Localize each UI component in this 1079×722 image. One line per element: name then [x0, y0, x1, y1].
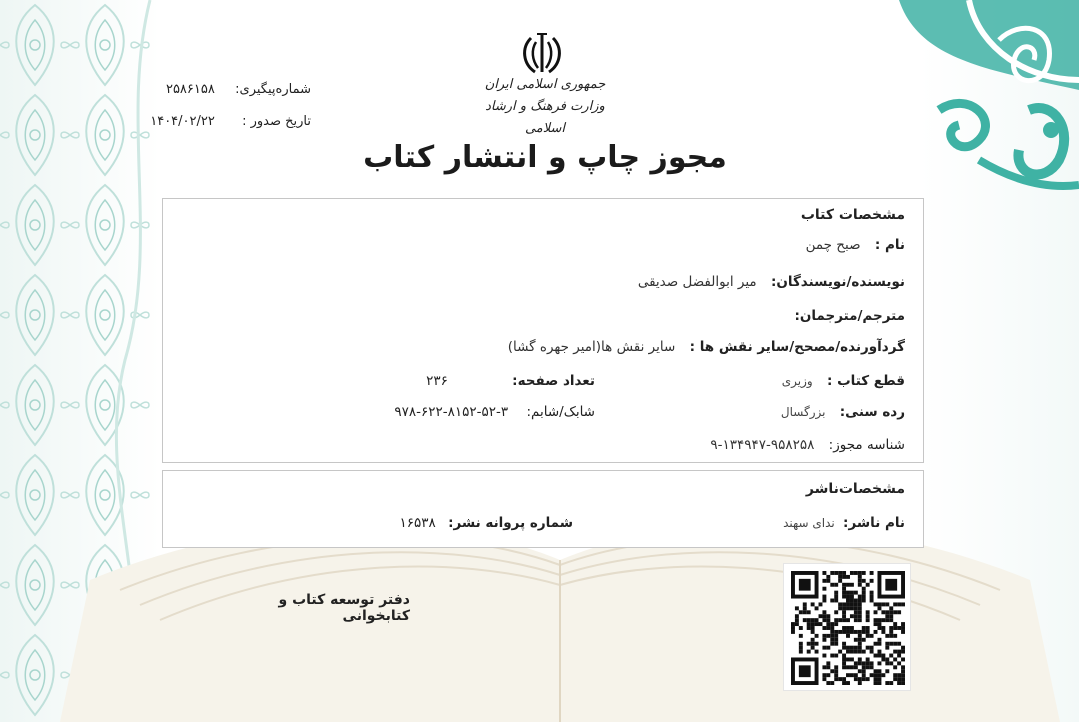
- author-label: نویسنده/نویسندگان:: [770, 274, 905, 290]
- compiler-label: گردآورنده/مصحح/سایر نقش ها :: [689, 339, 905, 355]
- pages-value: ۲۳۶: [426, 373, 448, 389]
- tracking-label: شماره‌پیگیری:: [235, 82, 311, 97]
- pages-label: تعداد صفحه:: [512, 373, 595, 389]
- publisher-specs-box: [162, 470, 924, 548]
- translator-label: مترجم/مترجمان:: [794, 308, 905, 324]
- ministry-header: [470, 74, 620, 140]
- emblem-line-2: وزارت فرهنگ و ارشاد اسلامی: [485, 99, 605, 136]
- isbn-group: [394, 404, 595, 420]
- name-value: صبح چمن: [805, 237, 861, 253]
- qr-code-icon: [791, 571, 905, 685]
- permit-label: شماره پروانه نشر:: [448, 515, 573, 531]
- permit-group: [400, 515, 573, 531]
- age-value: بزرگسال: [780, 405, 826, 419]
- issue-date-row: [150, 106, 311, 138]
- format-label: قطع کتاب :: [826, 373, 905, 389]
- name-label: نام :: [874, 237, 905, 253]
- tracking-value: ۲۵۸۶۱۵۸: [165, 82, 215, 97]
- iran-emblem-icon: [517, 30, 567, 78]
- qr-code-frame: [783, 563, 911, 691]
- book-specs-box: [162, 198, 924, 463]
- meta-info: [150, 74, 311, 138]
- author-row: [638, 274, 905, 290]
- compiler-row: [508, 339, 905, 355]
- name-row: [806, 237, 905, 253]
- corner-ornament: [879, 0, 1079, 195]
- age-row: [781, 404, 905, 420]
- author-value: میر ابوالفضل صدیقی: [637, 274, 757, 290]
- issue-date-label: تاریخ صدور :: [242, 114, 311, 129]
- tracking-row: [150, 74, 311, 106]
- page-title: مجوز چاپ و انتشار کتاب: [363, 140, 727, 175]
- publisher-label: نام ناشر:: [843, 515, 905, 531]
- translator-row: [794, 308, 905, 324]
- compiler-value: سایر نقش ها(امیر جهره گشا): [507, 339, 676, 355]
- emblem-line-1: جمهوری اسلامی ایران: [484, 77, 606, 92]
- permit-value: ۱۶۵۳۸: [399, 515, 436, 531]
- pages-group: [426, 373, 595, 389]
- license-id-value: ۹-۱۳۴۹۴۷-۹۵۸۲۵۸: [710, 437, 815, 453]
- isbn-value: ۹۷۸-۶۲۲-۸۱۵۲-۵۲-۳: [394, 404, 509, 420]
- book-specs-title: مشخصات کتاب: [800, 207, 905, 223]
- format-value: وزیری: [781, 374, 813, 388]
- office-signature: دفتر توسعه کتاب و کتابخوانی: [278, 592, 410, 624]
- publisher-value: ندای سهند: [783, 516, 835, 530]
- publisher-row: [783, 515, 905, 531]
- publisher-specs-title: مشخصات‌ناشر: [805, 481, 905, 497]
- license-id-row: [710, 437, 905, 453]
- issue-date-value: ۱۴۰۴/۰۲/۲۲: [150, 114, 215, 129]
- license-id-label: شناسه مجوز:: [828, 437, 905, 453]
- isbn-label: شابک/شابم:: [526, 404, 595, 420]
- age-label: رده سنی:: [839, 404, 905, 420]
- format-row: [782, 373, 905, 389]
